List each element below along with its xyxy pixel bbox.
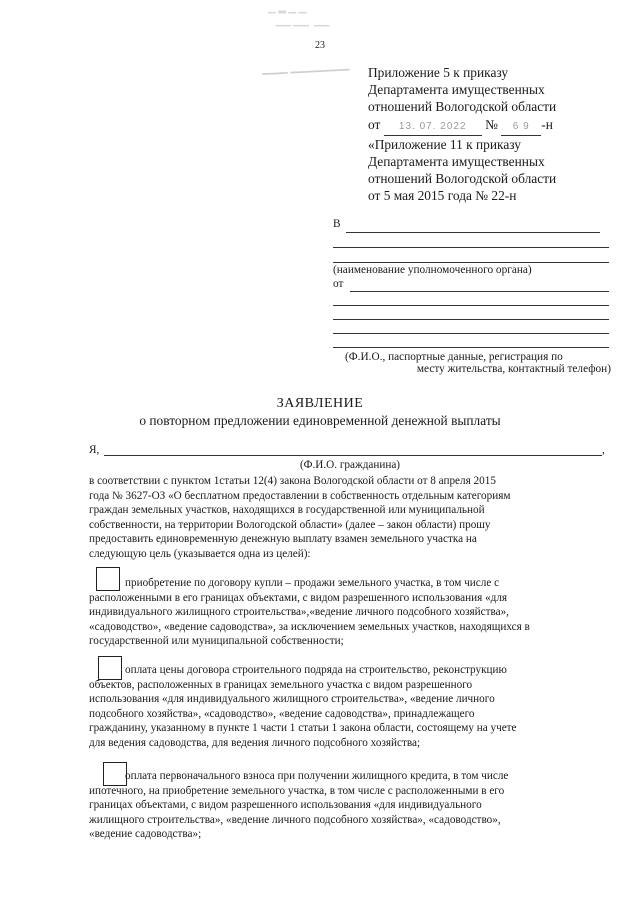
- option-line: оплата первоначального взноса при получении жилищного кредита, в том числе: [125, 770, 509, 782]
- applicant-prefix: Я,: [89, 444, 100, 456]
- intro-paragraph: [89, 474, 611, 562]
- option-line: для ведения садоводства, для ведения личного подсобного хозяйства;: [89, 736, 421, 749]
- option-line: ипотечного, на приобретение земельного участка, в том числе с расположенными в его: [89, 784, 505, 797]
- recipient-to-line-2: [333, 247, 609, 248]
- intro-line: года № 3627-ОЗ «О бесплатном предоставлении в собственность отдельным категориям: [89, 489, 511, 502]
- appendix-line: от 5 мая 2015 года № 22-н: [368, 188, 517, 204]
- intro-line: собственности, на территории Вологодской области» (далее – закон области) прошу: [89, 518, 491, 531]
- recipient-from-line: [350, 291, 609, 292]
- recipient-from-line-5: [333, 347, 609, 348]
- order-date-field: 13. 07. 2022: [384, 118, 482, 136]
- appendix-line: отношений Вологодской области: [368, 99, 557, 115]
- appendix-block: [368, 64, 633, 205]
- appendix-line: отношений Вологодской области: [368, 171, 557, 187]
- option-line: приобретение по договору купли – продажи земельного участка, в том числе с: [125, 577, 500, 589]
- option-line: гражданину, указанному в пункте 1 части 1 статьи 1 закона области, состоящему на учете: [89, 722, 517, 735]
- option-line: индивидуального жилищного строительства»,«ведение личного подсобного хозяйства»,: [89, 606, 509, 619]
- option-line: объектов, расположенных в границах земельного участка с видом разрешенного: [89, 678, 473, 691]
- option-line: «ведение садоводства»;: [89, 828, 202, 841]
- appendix-line: «Приложение 11 к приказу: [368, 136, 521, 152]
- option-line: «садоводство», «ведение садоводства», за исключением земельных участков, находящихся в: [89, 620, 530, 633]
- recipient-from-caption-line: месту жительства, контактный телефон): [416, 363, 611, 375]
- recipient-from-line-3: [333, 319, 609, 320]
- appendix-line: Приложение 5 к приказу: [368, 65, 509, 80]
- option-line: жилищного строительства», «ведение личного подсобного хозяйства», «садоводство»,: [89, 813, 501, 826]
- recipient-from-caption: [345, 351, 611, 375]
- order-number-field: 6 9: [501, 118, 541, 136]
- option-line: государственной или муниципальной собственности;: [89, 635, 344, 648]
- option-line: подсобного хозяйства», «садоводство», «ведение садоводства», принадлежащего: [89, 707, 475, 720]
- intro-line: предоставить единовременную денежную выплату взамен земельного участка на: [89, 533, 477, 546]
- bleed-through-marks: ▁ ▂ ▁ ▁ ▁▁ ▁▁ ▁▁: [268, 3, 330, 27]
- recipient-to-line: [346, 232, 600, 233]
- appendix-line: Департамента имущественных: [368, 82, 545, 98]
- appendix-line: Департамента имущественных: [368, 154, 545, 170]
- option-line: границах объектами, с видом разрешенного использования «для индивидуального: [89, 799, 482, 812]
- applicant-name-line: [104, 455, 602, 456]
- document-title: ЗАЯВЛЕНИЕ: [276, 396, 364, 411]
- page-number: 23: [315, 40, 325, 51]
- order-date-prefix: от: [368, 116, 381, 132]
- recipient-from-prefix: от: [333, 278, 344, 290]
- option-2-text: [89, 663, 611, 751]
- recipient-to-line-3: [333, 262, 609, 263]
- recipient-from-line-2: [333, 305, 609, 306]
- applicant-caption: (Ф.И.О. гражданина): [299, 459, 401, 471]
- intro-line: в соответствии с пунктом 1статьи 12(4) закона Вологодской области от 8 апреля 2015: [89, 475, 496, 487]
- bleed-through-marks-2: ▁▁▁ ▁▁▁▁▁▁▁: [261, 58, 350, 76]
- recipient-to-prefix: В: [333, 218, 341, 230]
- option-line: расположенными в его границах объектами, с видом разрешенного использования «для: [89, 591, 508, 604]
- recipient-to-caption: (наименование уполномоченного органа): [333, 264, 532, 276]
- document-subtitle: о повторном предложении единовременной денежной выплаты: [139, 413, 501, 428]
- recipient-from-line-4: [333, 333, 609, 334]
- order-number-suffix: -н: [541, 116, 553, 132]
- recipient-from-caption-line: (Ф.И.О., паспортные данные, регистрация по: [345, 351, 563, 363]
- option-3-text: [89, 769, 611, 842]
- order-number-sign: №: [485, 116, 498, 132]
- option-line: оплата цены договора строительного подряда на строительство, реконструкцию: [125, 664, 507, 676]
- option-line: использования «для индивидуального жилищного строительства», «ведение личного: [89, 693, 495, 706]
- appendix-order-line: [368, 116, 633, 136]
- intro-line: следующую цель (указывается одна из целей):: [89, 547, 311, 560]
- intro-line: граждан земельных участков, находящихся в государственной или муниципальной: [89, 504, 485, 517]
- applicant-suffix: ,: [602, 444, 605, 456]
- option-1-text: [89, 576, 611, 649]
